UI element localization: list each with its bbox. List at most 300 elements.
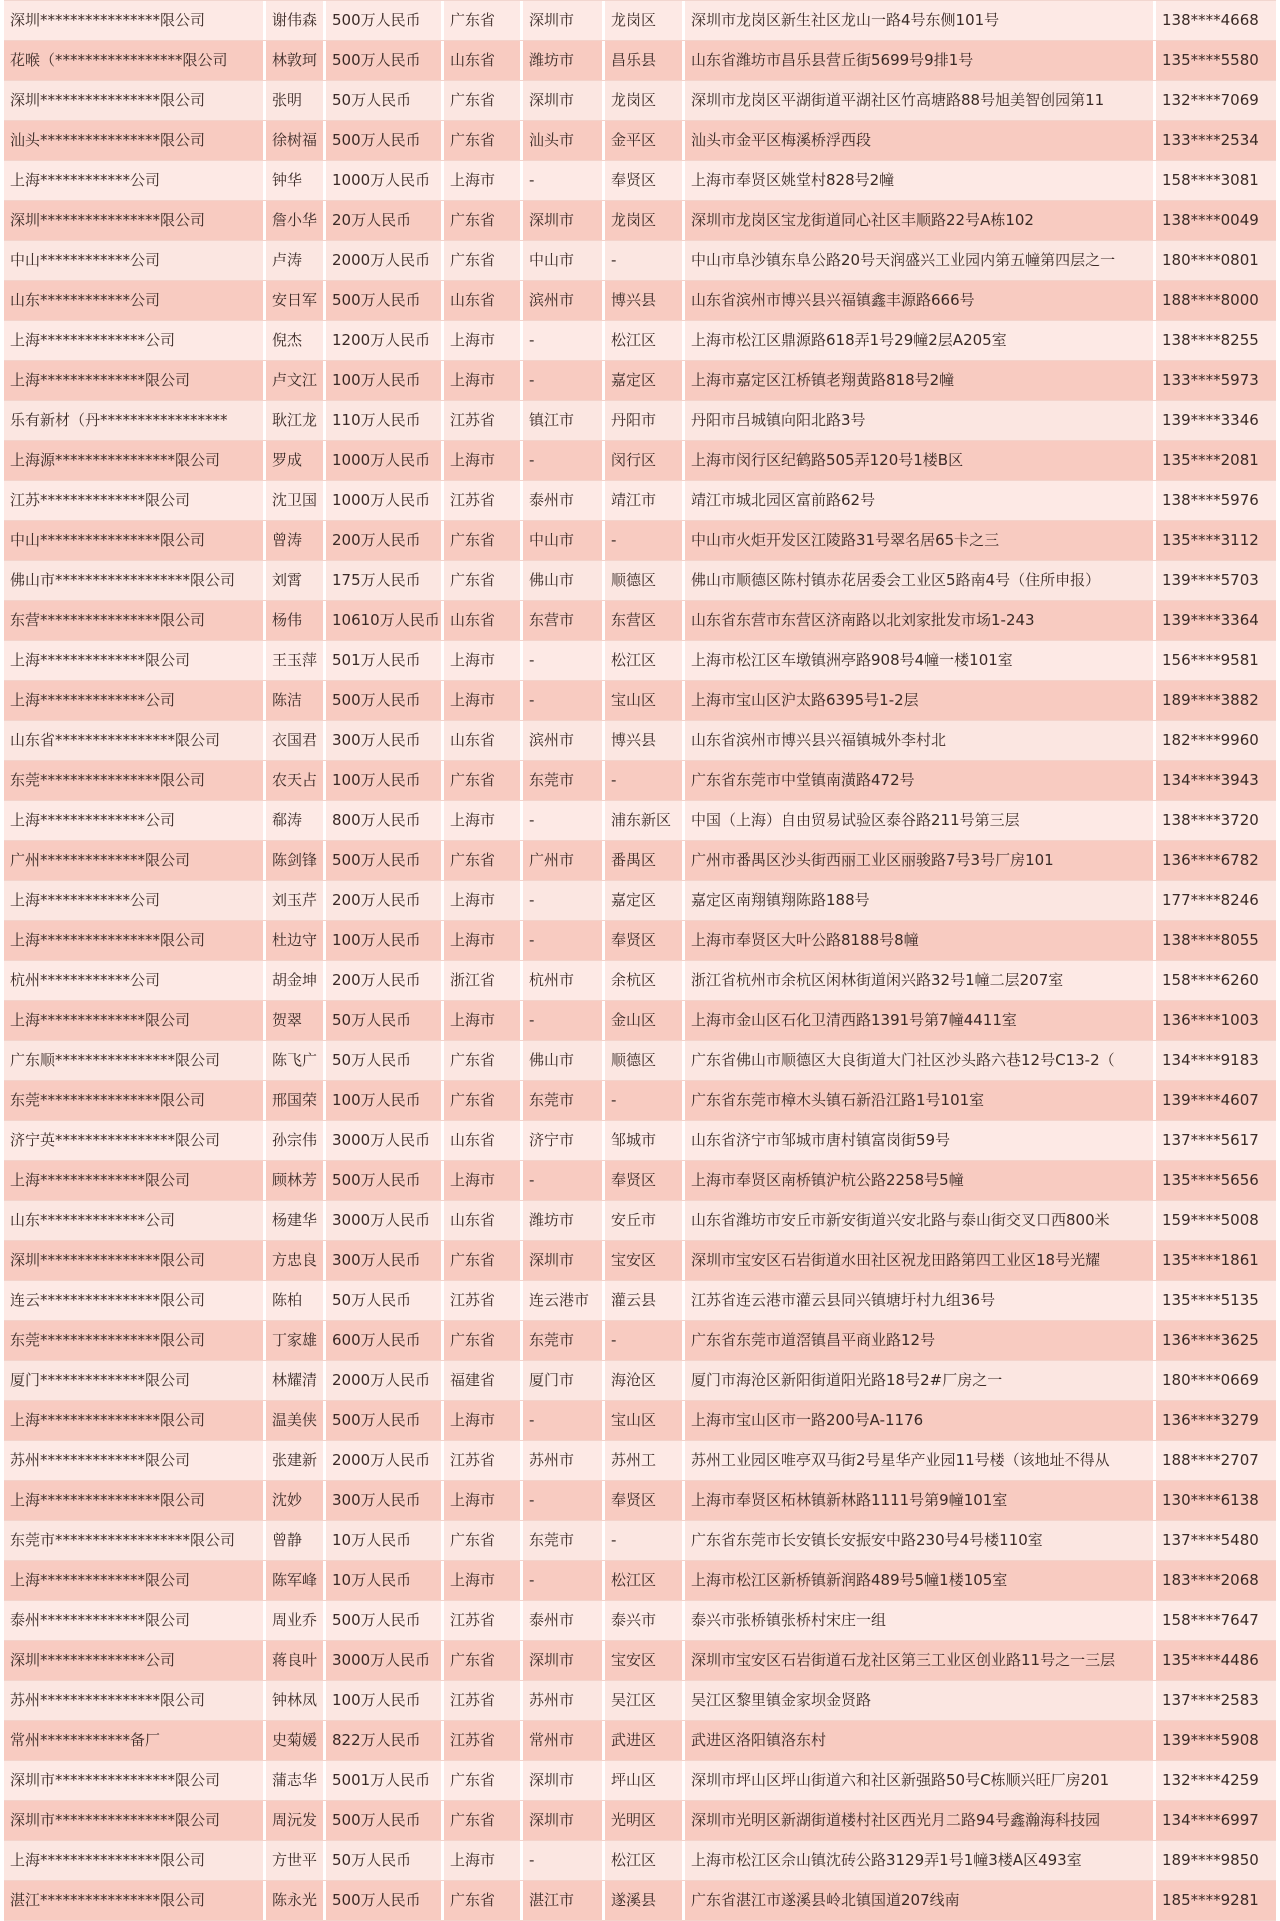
legal-person-cell: 郗涛 (266, 801, 326, 840)
city-cell: - (523, 641, 605, 680)
address-cell: 上海市松江区车墩镇洲亭路908号4幢一楼101室 (685, 641, 1156, 680)
registered-capital-cell: 501万人民币 (326, 641, 444, 680)
registered-capital-cell: 1200万人民币 (326, 321, 444, 360)
table-row (4, 281, 1276, 321)
address-cell: 武进区洛阳镇洛东村 (685, 1721, 1156, 1760)
province-cell: 广东省 (444, 1641, 523, 1680)
table-row (4, 1841, 1276, 1881)
table-row (4, 1441, 1276, 1481)
district-cell: 遂溪县 (605, 1881, 685, 1920)
city-cell: 潍坊市 (523, 1201, 605, 1240)
city-cell: 杭州市 (523, 961, 605, 1000)
district-cell: 苏州工 (605, 1441, 685, 1480)
registered-capital-cell: 2000万人民币 (326, 241, 444, 280)
legal-person-cell: 张明 (266, 81, 326, 120)
district-cell: 松江区 (605, 321, 685, 360)
company-name-cell: 上海**************公司 (4, 681, 266, 720)
address-cell: 上海市闵行区纪鹤路505弄120号1楼B区 (685, 441, 1156, 480)
district-cell: 松江区 (605, 1561, 685, 1600)
province-cell: 上海市 (444, 441, 523, 480)
phone-cell: 183****2068 (1162, 1571, 1259, 1589)
company-name-cell: 上海**************限公司 (4, 641, 266, 680)
province-cell: 江苏省 (444, 481, 523, 520)
table-row (4, 1561, 1276, 1601)
company-name-cell: 汕头****************限公司 (4, 121, 266, 160)
province-cell: 山东省 (444, 721, 523, 760)
phone-cell: 138****8255 (1162, 331, 1259, 349)
address-cell: 吴江区黎里镇金家坝金贤路 (685, 1681, 1156, 1720)
table-row (4, 1001, 1276, 1041)
registered-capital-cell: 200万人民币 (326, 521, 444, 560)
registered-capital-cell: 200万人民币 (326, 881, 444, 920)
phone-cell: 156****9581 (1162, 651, 1259, 669)
address-cell: 上海市奉贤区姚堂村828号2幢 (685, 161, 1156, 200)
company-name-cell: 上海****************限公司 (4, 1481, 266, 1520)
province-cell: 上海市 (444, 881, 523, 920)
phone-cell: 158****3081 (1162, 171, 1259, 189)
district-cell: - (605, 521, 685, 560)
phone-cell: 134****3943 (1162, 771, 1259, 789)
city-cell: - (523, 1841, 605, 1880)
company-name-cell: 花喉（*****************限公司 (4, 41, 266, 80)
registered-capital-cell: 110万人民币 (326, 401, 444, 440)
city-cell: 东莞市 (523, 1521, 605, 1560)
legal-person-cell: 钟华 (266, 161, 326, 200)
legal-person-cell: 耿江龙 (266, 401, 326, 440)
province-cell: 广东省 (444, 1761, 523, 1800)
legal-person-cell: 钟林凤 (266, 1681, 326, 1720)
company-name-cell: 深圳市****************限公司 (4, 1761, 266, 1800)
city-cell: 泰州市 (523, 481, 605, 520)
legal-person-cell: 方忠良 (266, 1241, 326, 1280)
table-row (4, 1641, 1276, 1681)
table-row (4, 681, 1276, 721)
city-cell: 连云港市 (523, 1281, 605, 1320)
phone-cell: 136****6782 (1162, 851, 1259, 869)
district-cell: 邹城市 (605, 1121, 685, 1160)
city-cell: 中山市 (523, 241, 605, 280)
registered-capital-cell: 10万人民币 (326, 1561, 444, 1600)
table-row (4, 561, 1276, 601)
registered-capital-cell: 50万人民币 (326, 1001, 444, 1040)
district-cell: 金山区 (605, 1001, 685, 1040)
address-cell: 中国（上海）自由贸易试验区泰谷路211号第三层 (685, 801, 1156, 840)
district-cell: 丹阳市 (605, 401, 685, 440)
company-name-cell: 苏州**************限公司 (4, 1441, 266, 1480)
company-name-cell: 杭州************公司 (4, 961, 266, 1000)
address-cell: 上海市松江区新桥镇新润路489号5幢1楼105室 (685, 1561, 1156, 1600)
phone-cell: 130****6138 (1162, 1491, 1259, 1509)
city-cell: - (523, 681, 605, 720)
district-cell: 宝安区 (605, 1641, 685, 1680)
district-cell: 坪山区 (605, 1761, 685, 1800)
legal-person-cell: 杜边守 (266, 921, 326, 960)
phone-cell: 139****5908 (1162, 1731, 1259, 1749)
legal-person-cell: 邢国荣 (266, 1081, 326, 1120)
city-cell: - (523, 441, 605, 480)
legal-person-cell: 林耀清 (266, 1361, 326, 1400)
registered-capital-cell: 175万人民币 (326, 561, 444, 600)
address-cell: 上海市松江区佘山镇沈砖公路3129弄1号1幢3楼A区493室 (685, 1841, 1156, 1880)
table-row (4, 841, 1276, 881)
address-cell: 山东省济宁市邹城市唐村镇富岗街59号 (685, 1121, 1156, 1160)
city-cell: - (523, 161, 605, 200)
company-name-cell: 东莞****************限公司 (4, 1081, 266, 1120)
address-cell: 广州市番禺区沙头街西丽工业区丽骏路7号3号厂房101 (685, 841, 1156, 880)
province-cell: 广东省 (444, 241, 523, 280)
phone-cell: 135****1861 (1162, 1251, 1259, 1269)
phone-cell: 135****5135 (1162, 1291, 1259, 1309)
phone-cell: 189****9850 (1162, 1851, 1259, 1869)
company-name-cell: 上海************公司 (4, 161, 266, 200)
legal-person-cell: 沈妙 (266, 1481, 326, 1520)
district-cell: 博兴县 (605, 281, 685, 320)
district-cell: 靖江市 (605, 481, 685, 520)
company-name-cell: 上海****************限公司 (4, 921, 266, 960)
legal-person-cell: 顾林芳 (266, 1161, 326, 1200)
company-name-cell: 上海源****************限公司 (4, 441, 266, 480)
registered-capital-cell: 3000万人民币 (326, 1201, 444, 1240)
district-cell: 奉贤区 (605, 1481, 685, 1520)
legal-person-cell: 徐树福 (266, 121, 326, 160)
province-cell: 广东省 (444, 841, 523, 880)
registered-capital-cell: 100万人民币 (326, 761, 444, 800)
company-name-cell: 上海****************限公司 (4, 1401, 266, 1440)
table-row (4, 1401, 1276, 1441)
phone-cell: 177****8246 (1162, 891, 1259, 909)
company-name-cell: 上海**************限公司 (4, 1001, 266, 1040)
registered-capital-cell: 500万人民币 (326, 841, 444, 880)
registered-capital-cell: 20万人民币 (326, 201, 444, 240)
city-cell: 深圳市 (523, 1241, 605, 1280)
address-cell: 佛山市顺德区陈村镇赤花居委会工业区5路南4号（住所申报） (685, 561, 1156, 600)
company-table (4, 0, 1276, 1921)
registered-capital-cell: 200万人民币 (326, 961, 444, 1000)
address-cell: 深圳市宝安区石岩街道石龙社区第三工业区创业路11号之一三层 (685, 1641, 1156, 1680)
phone-cell: 138****4668 (1162, 11, 1259, 29)
legal-person-cell: 陈剑锋 (266, 841, 326, 880)
district-cell: 宝安区 (605, 1241, 685, 1280)
legal-person-cell: 温美侠 (266, 1401, 326, 1440)
city-cell: - (523, 1161, 605, 1200)
address-cell: 山东省滨州市博兴县兴福镇城外李村北 (685, 721, 1156, 760)
province-cell: 上海市 (444, 1161, 523, 1200)
table-row (4, 241, 1276, 281)
legal-person-cell: 罗成 (266, 441, 326, 480)
registered-capital-cell: 300万人民币 (326, 1481, 444, 1520)
city-cell: 东莞市 (523, 1321, 605, 1360)
province-cell: 广东省 (444, 1, 523, 40)
registered-capital-cell: 10610万人民币 (326, 601, 444, 640)
city-cell: 常州市 (523, 1721, 605, 1760)
district-cell: - (605, 1321, 685, 1360)
district-cell: 龙岗区 (605, 1, 685, 40)
city-cell: 深圳市 (523, 1761, 605, 1800)
address-cell: 上海市宝山区沪太路6395号1-2层 (685, 681, 1156, 720)
phone-cell: 137****5617 (1162, 1131, 1259, 1149)
table-row (4, 1761, 1276, 1801)
district-cell: 龙岗区 (605, 81, 685, 120)
phone-cell: 133****5973 (1162, 371, 1259, 389)
city-cell: - (523, 801, 605, 840)
address-cell: 深圳市宝安区石岩街道水田社区祝龙田路第四工业区18号光耀 (685, 1241, 1156, 1280)
company-name-cell: 山东**************公司 (4, 1201, 266, 1240)
city-cell: 深圳市 (523, 1801, 605, 1840)
province-cell: 广东省 (444, 1321, 523, 1360)
city-cell: 佛山市 (523, 1041, 605, 1080)
company-name-cell: 乐有新材（丹***************** (4, 401, 266, 440)
city-cell: 深圳市 (523, 1, 605, 40)
table-row (4, 961, 1276, 1001)
registered-capital-cell: 1000万人民币 (326, 161, 444, 200)
legal-person-cell: 陈洁 (266, 681, 326, 720)
registered-capital-cell: 2000万人民币 (326, 1361, 444, 1400)
registered-capital-cell: 600万人民币 (326, 1321, 444, 1360)
table-row (4, 1241, 1276, 1281)
address-cell: 上海市奉贤区柘林镇新林路1111号第9幢101室 (685, 1481, 1156, 1520)
registered-capital-cell: 10万人民币 (326, 1521, 444, 1560)
district-cell: 东营区 (605, 601, 685, 640)
company-name-cell: 东莞****************限公司 (4, 1321, 266, 1360)
legal-person-cell: 陈飞广 (266, 1041, 326, 1080)
company-name-cell: 东莞****************限公司 (4, 761, 266, 800)
company-name-cell: 中山************公司 (4, 241, 266, 280)
phone-cell: 185****9281 (1162, 1891, 1259, 1909)
company-name-cell: 深圳****************限公司 (4, 81, 266, 120)
phone-cell: 135****4486 (1162, 1651, 1259, 1669)
table-row (4, 721, 1276, 761)
province-cell: 上海市 (444, 681, 523, 720)
company-name-cell: 东营****************限公司 (4, 601, 266, 640)
registered-capital-cell: 500万人民币 (326, 1, 444, 40)
company-name-cell: 中山****************限公司 (4, 521, 266, 560)
legal-person-cell: 倪杰 (266, 321, 326, 360)
legal-person-cell: 周沅发 (266, 1801, 326, 1840)
address-cell: 山东省滨州市博兴县兴福镇鑫丰源路666号 (685, 281, 1156, 320)
phone-cell: 134****6997 (1162, 1811, 1259, 1829)
address-cell: 中山市阜沙镇东阜公路20号天润盛兴工业园内第五幢第四层之一 (685, 241, 1156, 280)
district-cell: 余杭区 (605, 961, 685, 1000)
address-cell: 广东省湛江市遂溪县岭北镇国道207线南 (685, 1881, 1156, 1920)
registered-capital-cell: 50万人民币 (326, 1281, 444, 1320)
province-cell: 江苏省 (444, 401, 523, 440)
province-cell: 上海市 (444, 1841, 523, 1880)
registered-capital-cell: 500万人民币 (326, 1801, 444, 1840)
district-cell: 光明区 (605, 1801, 685, 1840)
company-name-cell: 厦门**************限公司 (4, 1361, 266, 1400)
city-cell: - (523, 1001, 605, 1040)
legal-person-cell: 史菊媛 (266, 1721, 326, 1760)
phone-cell: 134****9183 (1162, 1051, 1259, 1069)
legal-person-cell: 张建新 (266, 1441, 326, 1480)
province-cell: 广东省 (444, 81, 523, 120)
province-cell: 江苏省 (444, 1281, 523, 1320)
company-name-cell: 上海************公司 (4, 881, 266, 920)
table-row (4, 881, 1276, 921)
legal-person-cell: 刘玉芹 (266, 881, 326, 920)
phone-cell: 158****7647 (1162, 1611, 1259, 1629)
phone-cell: 132****7069 (1162, 91, 1259, 109)
province-cell: 广东省 (444, 761, 523, 800)
district-cell: - (605, 241, 685, 280)
province-cell: 上海市 (444, 361, 523, 400)
phone-cell: 135****2081 (1162, 451, 1259, 469)
table-row (4, 801, 1276, 841)
district-cell: 泰兴市 (605, 1601, 685, 1640)
company-name-cell: 上海**************限公司 (4, 361, 266, 400)
registered-capital-cell: 800万人民币 (326, 801, 444, 840)
district-cell: 金平区 (605, 121, 685, 160)
city-cell: 广州市 (523, 841, 605, 880)
address-cell: 山东省潍坊市安丘市新安街道兴安北路与泰山街交叉口西800米 (685, 1201, 1156, 1240)
province-cell: 江苏省 (444, 1721, 523, 1760)
table-row (4, 1601, 1276, 1641)
phone-cell: 139****5703 (1162, 571, 1259, 589)
table-row (4, 1721, 1276, 1761)
city-cell: 镇江市 (523, 401, 605, 440)
address-cell: 深圳市坪山区坪山街道六和社区新强路50号C栋顺兴旺厂房201 (685, 1761, 1156, 1800)
district-cell: 顺德区 (605, 561, 685, 600)
registered-capital-cell: 500万人民币 (326, 1881, 444, 1920)
city-cell: - (523, 361, 605, 400)
district-cell: 奉贤区 (605, 161, 685, 200)
address-cell: 山东省东营市东营区济南路以北刘家批发市场1-243 (685, 601, 1156, 640)
legal-person-cell: 蒋良叶 (266, 1641, 326, 1680)
table-row (4, 321, 1276, 361)
phone-cell: 133****2534 (1162, 131, 1259, 149)
district-cell: 松江区 (605, 641, 685, 680)
table-row (4, 921, 1276, 961)
registered-capital-cell: 1000万人民币 (326, 441, 444, 480)
table-row (4, 481, 1276, 521)
company-name-cell: 江苏**************限公司 (4, 481, 266, 520)
table-row (4, 1281, 1276, 1321)
table-row (4, 641, 1276, 681)
table-row (4, 441, 1276, 481)
phone-cell: 138****3720 (1162, 811, 1259, 829)
address-cell: 上海市宝山区市一路200号A-1176 (685, 1401, 1156, 1440)
phone-cell: 138****0049 (1162, 211, 1259, 229)
table-row (4, 1, 1276, 41)
city-cell: 湛江市 (523, 1881, 605, 1920)
registered-capital-cell: 500万人民币 (326, 681, 444, 720)
province-cell: 广东省 (444, 1241, 523, 1280)
registered-capital-cell: 100万人民币 (326, 921, 444, 960)
table-row (4, 761, 1276, 801)
province-cell: 广东省 (444, 1081, 523, 1120)
table-row (4, 1881, 1276, 1921)
city-cell: - (523, 881, 605, 920)
legal-person-cell: 卢涛 (266, 241, 326, 280)
province-cell: 上海市 (444, 1561, 523, 1600)
district-cell: 松江区 (605, 1841, 685, 1880)
province-cell: 上海市 (444, 921, 523, 960)
province-cell: 山东省 (444, 281, 523, 320)
company-name-cell: 苏州****************限公司 (4, 1681, 266, 1720)
province-cell: 浙江省 (444, 961, 523, 1000)
district-cell: - (605, 1081, 685, 1120)
legal-person-cell: 孙宗伟 (266, 1121, 326, 1160)
city-cell: 汕头市 (523, 121, 605, 160)
city-cell: 济宁市 (523, 1121, 605, 1160)
district-cell: 海沧区 (605, 1361, 685, 1400)
address-cell: 泰兴市张桥镇张桥村宋庄一组 (685, 1601, 1156, 1640)
company-name-cell: 深圳****************限公司 (4, 201, 266, 240)
district-cell: 顺德区 (605, 1041, 685, 1080)
registered-capital-cell: 300万人民币 (326, 721, 444, 760)
phone-cell: 158****6260 (1162, 971, 1259, 989)
district-cell: 吴江区 (605, 1681, 685, 1720)
address-cell: 上海市嘉定区江桥镇老翔黄路818号2幢 (685, 361, 1156, 400)
table-row (4, 1161, 1276, 1201)
address-cell: 深圳市龙岗区平湖街道平湖社区竹高塘路88号旭美智创园第11 (685, 81, 1156, 120)
address-cell: 上海市奉贤区大叶公路8188号8幢 (685, 921, 1156, 960)
legal-person-cell: 农天占 (266, 761, 326, 800)
table-row (4, 1681, 1276, 1721)
city-cell: - (523, 1401, 605, 1440)
province-cell: 上海市 (444, 1481, 523, 1520)
district-cell: 武进区 (605, 1721, 685, 1760)
district-cell: 奉贤区 (605, 921, 685, 960)
table-row (4, 601, 1276, 641)
district-cell: 昌乐县 (605, 41, 685, 80)
address-cell: 广东省东莞市长安镇长安振安中路230号4号楼110室 (685, 1521, 1156, 1560)
address-cell: 深圳市龙岗区宝龙街道同心社区丰顺路22号A栋102 (685, 201, 1156, 240)
province-cell: 上海市 (444, 321, 523, 360)
district-cell: 宝山区 (605, 681, 685, 720)
city-cell: - (523, 921, 605, 960)
address-cell: 丹阳市吕城镇向阳北路3号 (685, 401, 1156, 440)
phone-cell: 180****0669 (1162, 1371, 1259, 1389)
company-name-cell: 上海**************限公司 (4, 1561, 266, 1600)
city-cell: 中山市 (523, 521, 605, 560)
table-row (4, 1801, 1276, 1841)
address-cell: 广东省东莞市道滘镇昌平商业路12号 (685, 1321, 1156, 1360)
city-cell: 佛山市 (523, 561, 605, 600)
registered-capital-cell: 500万人民币 (326, 41, 444, 80)
province-cell: 江苏省 (444, 1601, 523, 1640)
province-cell: 江苏省 (444, 1441, 523, 1480)
address-cell: 嘉定区南翔镇翔陈路188号 (685, 881, 1156, 920)
phone-cell: 135****5656 (1162, 1171, 1259, 1189)
province-cell: 上海市 (444, 641, 523, 680)
registered-capital-cell: 3000万人民币 (326, 1121, 444, 1160)
address-cell: 厦门市海沧区新阳街道阳光路18号2#厂房之一 (685, 1361, 1156, 1400)
province-cell: 上海市 (444, 1401, 523, 1440)
province-cell: 广东省 (444, 521, 523, 560)
phone-cell: 139****4607 (1162, 1091, 1259, 1109)
registered-capital-cell: 5001万人民币 (326, 1761, 444, 1800)
district-cell: 浦东新区 (605, 801, 685, 840)
province-cell: 山东省 (444, 41, 523, 80)
company-name-cell: 深圳****************限公司 (4, 1, 266, 40)
registered-capital-cell: 100万人民币 (326, 1081, 444, 1120)
province-cell: 福建省 (444, 1361, 523, 1400)
phone-cell: 189****3882 (1162, 691, 1259, 709)
table-row (4, 1081, 1276, 1121)
province-cell: 上海市 (444, 801, 523, 840)
phone-cell: 138****5976 (1162, 491, 1259, 509)
table-row (4, 1121, 1276, 1161)
table-row (4, 201, 1276, 241)
legal-person-cell: 衣国君 (266, 721, 326, 760)
city-cell: 东营市 (523, 601, 605, 640)
legal-person-cell: 杨建华 (266, 1201, 326, 1240)
address-cell: 深圳市龙岗区新生社区龙山一路4号东侧101号 (685, 1, 1156, 40)
legal-person-cell: 沈卫国 (266, 481, 326, 520)
legal-person-cell: 曾涛 (266, 521, 326, 560)
company-name-cell: 上海**************公司 (4, 801, 266, 840)
